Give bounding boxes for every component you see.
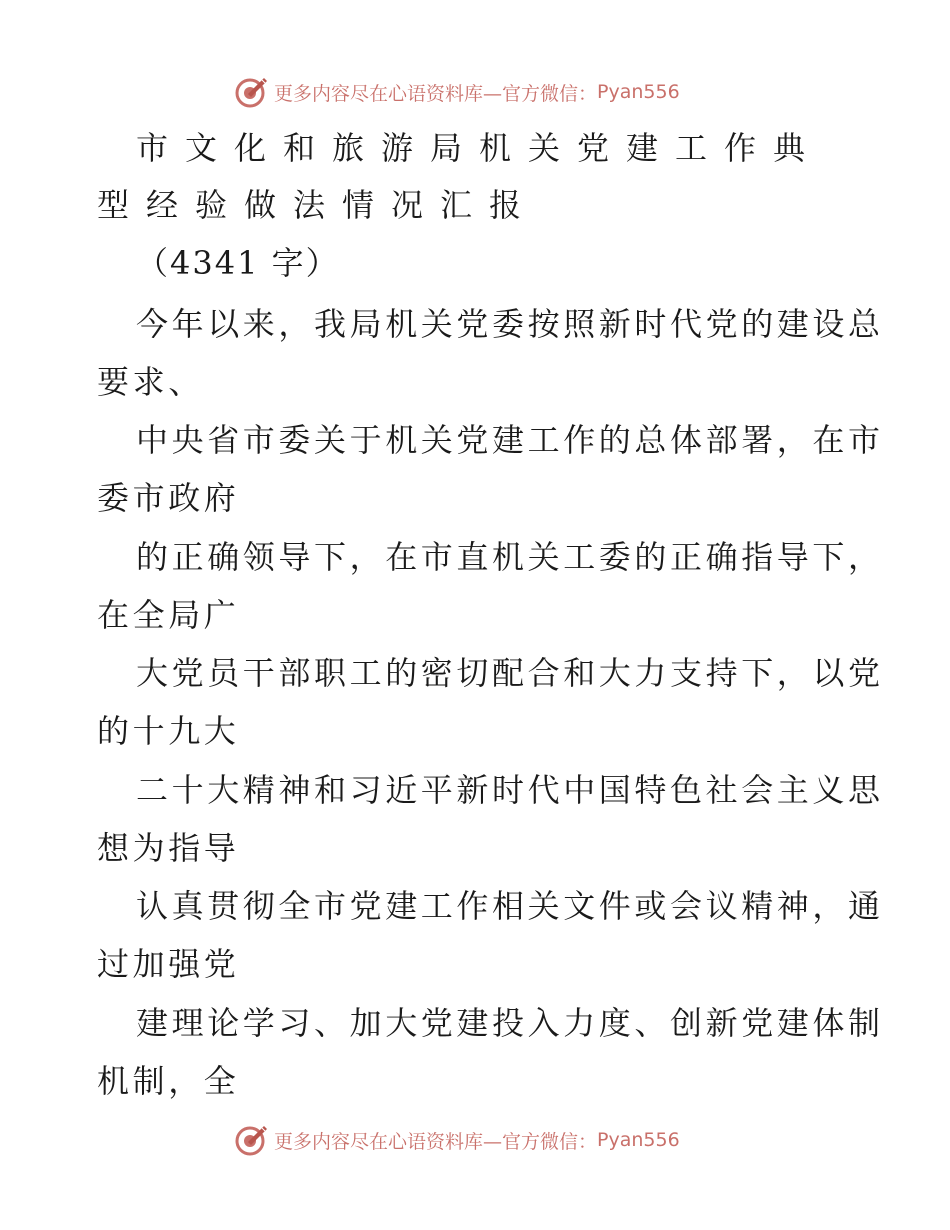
watermark-handle: Pyan556 <box>597 81 680 103</box>
body-line: 认真贯彻全市党建工作相关文件或会议精神，通 <box>136 887 884 925</box>
body-line: 的十九大 <box>97 712 240 750</box>
body-line: 机制，全 <box>97 1062 240 1100</box>
document-title-line-1: 市文化和旅游局机关党建工作典 <box>136 129 823 167</box>
body-line: 建理论学习、加大党建投入力度、创新党建体制 <box>136 1004 884 1042</box>
watermark-text: 更多内容尽在心语资料库—官方微信： <box>274 1130 598 1153</box>
body-line: 中央省市委关于机关党建工作的总体部署，在市 <box>136 421 884 459</box>
body-line: 要求、 <box>97 363 204 401</box>
watermark-footer <box>234 1120 680 1160</box>
body-line: 的正确领导下，在市直机关工委的正确指导下， <box>136 538 884 576</box>
watermark-handle: Pyan556 <box>597 1129 680 1151</box>
pen-logo-icon <box>234 1122 270 1158</box>
body-line: 二十大精神和习近平新时代中国特色社会主义思 <box>136 771 884 809</box>
word-count: （4341 字） <box>136 244 340 282</box>
body-line: 想为指导 <box>97 829 240 867</box>
body-line: 大党员干部职工的密切配合和大力支持下，以党 <box>136 654 884 692</box>
watermark-text: 更多内容尽在心语资料库—官方微信： <box>274 82 598 105</box>
document-title-line-2: 型经验做法情况汇报 <box>97 186 539 224</box>
body-line: 在全局广 <box>97 596 240 634</box>
watermark-header <box>234 72 680 112</box>
body-line: 今年以来，我局机关党委按照新时代党的建设总 <box>136 305 884 343</box>
body-line: 过加强党 <box>97 945 240 983</box>
pen-logo-icon <box>234 74 270 110</box>
body-line: 委市政府 <box>97 479 240 517</box>
